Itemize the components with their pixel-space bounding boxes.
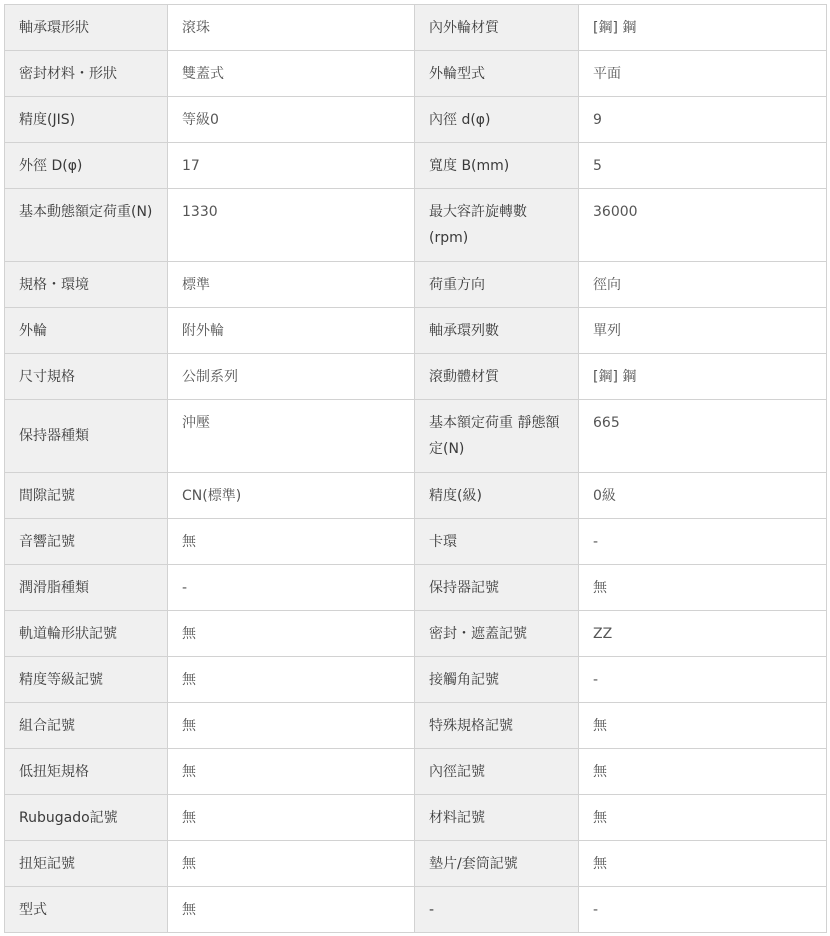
spec-value-cell: -	[168, 565, 415, 611]
table-row	[5, 473, 827, 519]
table-row	[5, 565, 827, 611]
table-row	[5, 262, 827, 308]
spec-label-cell: 軸承環形狀	[5, 5, 168, 51]
table-row	[5, 97, 827, 143]
table-row	[5, 887, 827, 933]
spec-value-cell: 無	[579, 795, 827, 841]
spec-label-cell: 材料記號	[415, 795, 579, 841]
spec-label-cell: 基本動態額定荷重(N)	[5, 189, 168, 262]
spec-value-cell: 1330	[168, 189, 415, 262]
table-row	[5, 400, 827, 473]
spec-label-cell: 卡環	[415, 519, 579, 565]
spec-label-cell: Rubugado記號	[5, 795, 168, 841]
spec-value-cell: 無	[168, 703, 415, 749]
table-row	[5, 795, 827, 841]
spec-value-cell: -	[579, 887, 827, 933]
spec-label-cell: 內徑記號	[415, 749, 579, 795]
spec-label-cell: 型式	[5, 887, 168, 933]
spec-value-cell: 無	[168, 657, 415, 703]
spec-label-cell: 密封材料・形狀	[5, 51, 168, 97]
spec-value-cell: 無	[579, 841, 827, 887]
spec-value-cell: 等級0	[168, 97, 415, 143]
spec-table	[4, 4, 827, 933]
spec-value-cell: 標準	[168, 262, 415, 308]
spec-label-cell: 扭矩記號	[5, 841, 168, 887]
spec-value-cell: 無	[168, 841, 415, 887]
spec-value-cell: 無	[168, 749, 415, 795]
spec-label-cell: 接觸角記號	[415, 657, 579, 703]
spec-value-cell: 5	[579, 143, 827, 189]
spec-label-cell: 軌道輪形狀記號	[5, 611, 168, 657]
spec-label-cell: 保持器記號	[415, 565, 579, 611]
spec-label-cell: 特殊規格記號	[415, 703, 579, 749]
spec-value-cell: 0級	[579, 473, 827, 519]
spec-label-cell: 外輪型式	[415, 51, 579, 97]
spec-label-cell: -	[415, 887, 579, 933]
spec-label-cell: 荷重方向	[415, 262, 579, 308]
spec-label-cell: 精度(級)	[415, 473, 579, 519]
spec-label-cell: 低扭矩規格	[5, 749, 168, 795]
spec-value-cell: 沖壓	[168, 400, 415, 473]
spec-value-cell: 附外輪	[168, 308, 415, 354]
table-row	[5, 519, 827, 565]
spec-label-cell: 滾動體材質	[415, 354, 579, 400]
spec-label-cell: 基本額定荷重 靜態額定(N)	[415, 400, 579, 473]
spec-value-cell: 無	[168, 795, 415, 841]
spec-label-cell: 內徑 d(φ)	[415, 97, 579, 143]
spec-value-cell: 平面	[579, 51, 827, 97]
spec-value-cell: 單列	[579, 308, 827, 354]
spec-table-body	[5, 5, 827, 933]
table-row	[5, 657, 827, 703]
spec-value-cell: 9	[579, 97, 827, 143]
spec-label-cell: 精度等級記號	[5, 657, 168, 703]
spec-value-cell: 無	[579, 749, 827, 795]
spec-label-cell: 軸承環列數	[415, 308, 579, 354]
spec-label-cell: 音響記號	[5, 519, 168, 565]
spec-label-cell: 最大容許旋轉數(rpm)	[415, 189, 579, 262]
spec-value-cell: -	[579, 519, 827, 565]
spec-label-cell: 保持器種類	[5, 400, 168, 473]
spec-label-cell: 內外輪材質	[415, 5, 579, 51]
table-row	[5, 611, 827, 657]
spec-label-cell: 墊片/套筒記號	[415, 841, 579, 887]
spec-label-cell: 間隙記號	[5, 473, 168, 519]
spec-label-cell: 外徑 D(φ)	[5, 143, 168, 189]
spec-value-cell: 徑向	[579, 262, 827, 308]
spec-label-cell: 組合記號	[5, 703, 168, 749]
table-row	[5, 841, 827, 887]
spec-value-cell: 無	[168, 519, 415, 565]
spec-value-cell: 17	[168, 143, 415, 189]
spec-label-cell: 外輪	[5, 308, 168, 354]
table-row	[5, 189, 827, 262]
spec-label-cell: 規格・環境	[5, 262, 168, 308]
table-row	[5, 749, 827, 795]
spec-value-cell: 無	[579, 565, 827, 611]
spec-label-cell: 寬度 B(mm)	[415, 143, 579, 189]
spec-label-cell: 精度(JIS)	[5, 97, 168, 143]
spec-value-cell: [鋼] 鋼	[579, 354, 827, 400]
table-row	[5, 143, 827, 189]
spec-label-cell: 潤滑脂種類	[5, 565, 168, 611]
spec-label-cell: 密封・遮蓋記號	[415, 611, 579, 657]
spec-label-cell: 尺寸規格	[5, 354, 168, 400]
spec-value-cell: 公制系列	[168, 354, 415, 400]
table-row	[5, 308, 827, 354]
spec-value-cell: 滾珠	[168, 5, 415, 51]
table-row	[5, 51, 827, 97]
table-row	[5, 703, 827, 749]
spec-value-cell: 無	[168, 611, 415, 657]
spec-value-cell: ZZ	[579, 611, 827, 657]
table-row	[5, 354, 827, 400]
spec-value-cell: 665	[579, 400, 827, 473]
spec-value-cell: CN(標準)	[168, 473, 415, 519]
spec-value-cell: 36000	[579, 189, 827, 262]
table-row	[5, 5, 827, 51]
spec-value-cell: -	[579, 657, 827, 703]
spec-value-cell: 無	[168, 887, 415, 933]
spec-value-cell: [鋼] 鋼	[579, 5, 827, 51]
spec-value-cell: 無	[579, 703, 827, 749]
spec-value-cell: 雙蓋式	[168, 51, 415, 97]
